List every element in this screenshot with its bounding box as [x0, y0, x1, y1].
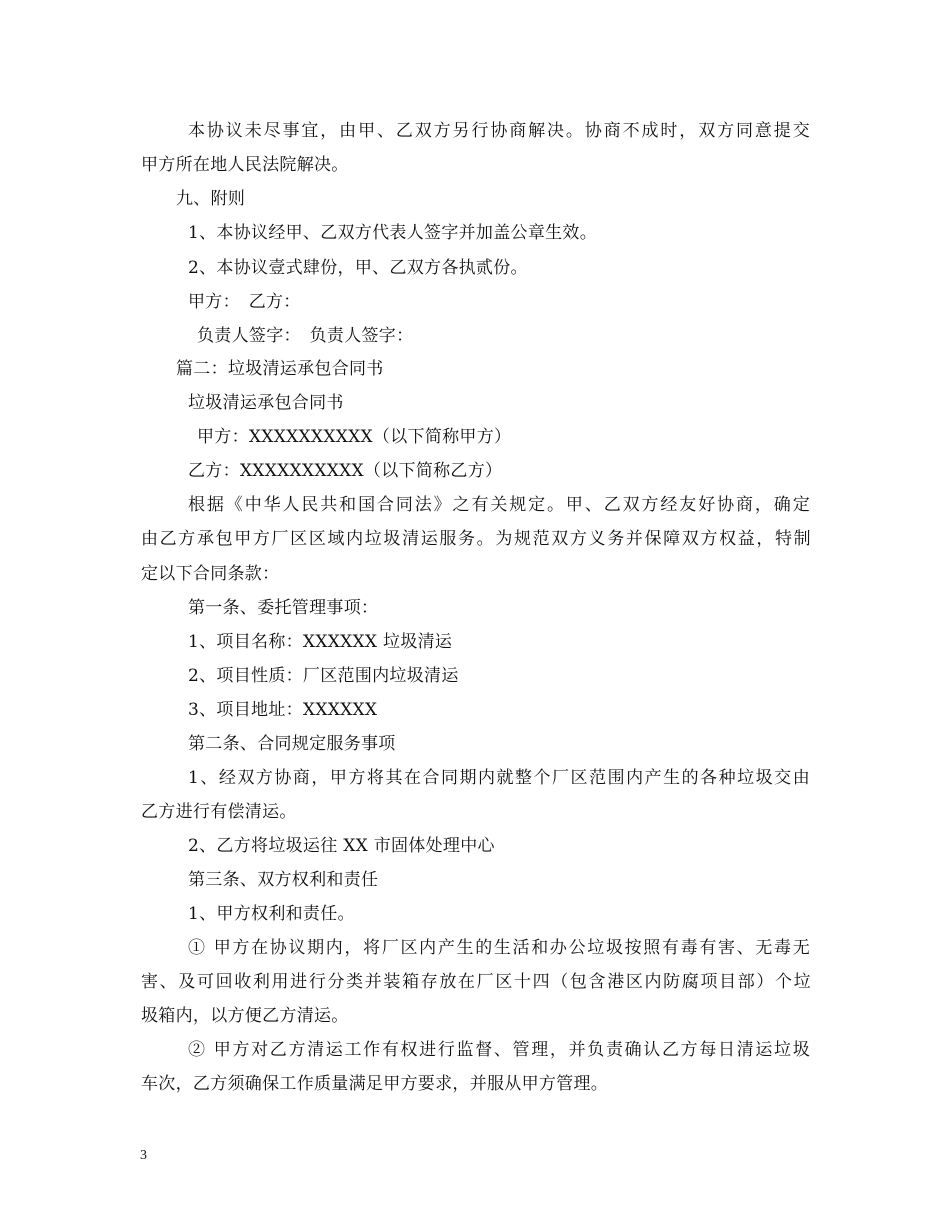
article-heading: 篇二：垃圾清运承包合同书 — [176, 359, 384, 379]
paragraph-line: ① 甲方在协议期内，将厂区内产生的生活和办公垃圾按照有毒有害、无毒无 — [188, 938, 810, 958]
paragraph-line: 由乙方承包甲方厂区区域内垃圾清运服务。为规范双方义务并保障双方权益，特制 — [141, 529, 811, 549]
list-item: 2、乙方将垃圾运往 XX 市固体处理中心 — [188, 836, 495, 856]
party-b-line: 乙方：XXXXXXXXXX（以下简称乙方） — [188, 461, 503, 481]
list-item: 1、项目名称：XXXXXX 垃圾清运 — [188, 632, 453, 652]
paragraph-line: 车次，乙方须确保工作质量满足甲方要求，并服从甲方管理。 — [141, 1074, 609, 1094]
paragraph-line: 乙方进行有偿清运。 — [141, 802, 297, 822]
signature-line: 负责人签字： 负责人签字： — [197, 326, 414, 346]
list-item: 2、项目性质：厂区范围内垃圾清运 — [188, 666, 459, 686]
paragraph-line: 害、及可回收利用进行分类并装箱存放在厂区十四（包含港区内防腐项目部）个垃 — [141, 972, 811, 992]
clause-heading: 第一条、委托管理事项： — [188, 598, 379, 618]
section-heading: 九、附则 — [176, 189, 246, 209]
list-item: 3、项目地址：XXXXXX — [188, 700, 378, 720]
paragraph-line: 2、本协议壹式肆份，甲、乙双方各执贰份。 — [188, 258, 528, 278]
paragraph-line: 根据《中华人民共和国合同法》之有关规定。甲、乙双方经友好协商，确定 — [188, 495, 810, 515]
contract-title: 垃圾清运承包合同书 — [188, 393, 344, 413]
paragraph-line: 甲方所在地人民法院解决。 — [141, 155, 349, 175]
paragraph-line: 1、本协议经甲、乙双方代表人签字并加盖公章生效。 — [188, 223, 598, 243]
paragraph-line: 圾箱内，以方便乙方清运。 — [141, 1006, 349, 1026]
clause-heading: 第三条、双方权利和责任 — [188, 870, 379, 890]
paragraph-line: 定以下合同条款： — [141, 564, 280, 584]
signature-parties: 甲方： 乙方： — [188, 292, 301, 312]
clause-heading: 第二条、合同规定服务事项 — [188, 734, 396, 754]
party-a-line: 甲方：XXXXXXXXXX（以下简称甲方） — [197, 427, 512, 447]
paragraph-line: 本协议未尽事宜，由甲、乙双方另行协商解决。协商不成时，双方同意提交 — [188, 121, 810, 141]
list-item: 1、甲方权利和责任。 — [188, 904, 355, 924]
paragraph-line: ② 甲方对乙方清运工作有权进行监督、管理，并负责确认乙方每日清运垃圾 — [188, 1040, 810, 1060]
page-number: 3 — [140, 1148, 147, 1163]
paragraph-line: 1、经双方协商，甲方将其在合同期内就整个厂区范围内产生的各种垃圾交由 — [188, 768, 810, 788]
